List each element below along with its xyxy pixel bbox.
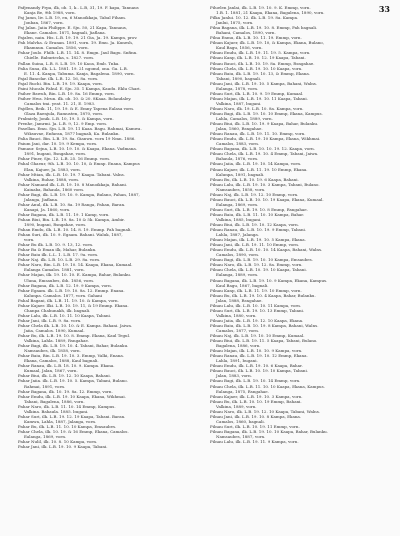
directory-entry: Ealanga, 1869, vorn. bbox=[216, 201, 259, 207]
directory-entry: Pahar Anul, ilk. L.B. 10. 8a. 19 Ranga, Pahan, Baran. bbox=[18, 201, 126, 207]
directory-entry: Pahar Suri, ilk. L.B. 19. 12. 19 Kaapa, Tabani. Baran. bbox=[18, 413, 126, 419]
directory-entry: Camalos, 1860, bagnali. bbox=[216, 418, 265, 424]
directory-entry: Pilnau Jaiia, ilk. L.B. 19. 12. 10 Kaapa, Ekana. bbox=[210, 317, 304, 323]
directory-entry: Jaiia, Camalos. 1890, Kumaal. bbox=[24, 328, 85, 333]
directory-entry: Valkina, Ruhar, 1888, vorn. bbox=[24, 176, 80, 182]
directory-entry: Pahar Bu ilk. L.B. 10. 9. 13, 12. vorn. bbox=[18, 242, 94, 248]
directory-entry: Ealanga, 1869, vorn. bbox=[24, 433, 67, 439]
directory-entry: Valkina. Bahaula. 1885. bugani. bbox=[24, 408, 89, 414]
directory-entry: Pilnau Chela, ilk. L.B. 11. 10. 10 Kaapa, Ekana, Kampus. bbox=[210, 383, 325, 389]
directory-entry: Pilnau Bagana, ilk. L.B. 10. 10. 19. 12. Kaapa, vorn. bbox=[210, 146, 315, 152]
directory-entry: Pahan Biui, Bin. L.B. 19. 8a. 10 & 5k. Kampa, Ambir. bbox=[18, 216, 125, 222]
directory-entry: Valkina, 1885, bugani. bbox=[216, 216, 262, 222]
directory-entry: Pilnau Bu, ilk. L.B. 10. 19. 6 Kaapa, Bahani. bbox=[210, 176, 299, 182]
directory-entry: Pilnau Bagi, ilk. L.B. 19. 10. 10 Kampa, Emsaubes. bbox=[210, 257, 313, 263]
directory-entry: Paium Jani, dar. 10. 19. 9 Kempa, vorn. bbox=[18, 141, 98, 147]
directory-entry: Pilnau Jaiia, ilk. L.B. 19. 10. 14 Kampa, vorn. bbox=[210, 161, 302, 167]
directory-entry: Namsaubes, ilk. 1858, vorn. bbox=[24, 348, 81, 354]
directory-entry: Pilnau Bagana, ilk. L.B. 19. 10. 9 Kampa, Ekana, Kampus. bbox=[210, 277, 328, 283]
directory-entry: Pahar Naro, Bin. L.B. 19. 10. 14. Kaapa, Ekana, Kumaal. bbox=[18, 262, 133, 268]
directory-entry: Pahar Chela, ilk. 10. 19. & 16 Emmp, Ekana, Camalos. bbox=[18, 428, 129, 434]
directory-entry: Pahar Jani, ilk. L.B. 9. 8a. vorn. bbox=[18, 317, 82, 323]
directory-entry: Pahar Bagana, ilk. L.B. 11. 19. 1 Kamp, vorn. bbox=[18, 211, 110, 217]
directory-entry: Pilnau Jani, ilk. L.B. 19. 11. 10 Emmp, vorn. bbox=[210, 242, 300, 248]
directory-entry: Kamwa, Lahla, 1887, Jalanga, vorn. bbox=[24, 418, 97, 424]
directory-entry: Paiher Bawuh, Bin. L.B. 19. 8a. 16 Emmp, vorn. bbox=[18, 90, 115, 96]
directory-entry: Valkina, 1887, bugani. bbox=[216, 100, 262, 106]
directory-entry: Pafjenandy Frpa, ilk, ob. 1, k.. L.B, 31, 19. F. kapa, Tannaus bbox=[18, 5, 139, 10]
directory-entry: Pilnau Ranau, ilk. L.B. 19. 10. 12 Emmp, Ekana. bbox=[210, 353, 308, 359]
directory-entry: Pralmiely, Jonik. L.B. 10, 19. 5. & Kampa, vorn. bbox=[18, 116, 114, 122]
directory-entry: Pilka Janlui. 10. 12. ilk. L.B. 19. 8a. Kampa. bbox=[210, 15, 299, 21]
directory-entry: Pajal Bancdar. ilk. L.B. 12. 16, 8a. vorn. bbox=[18, 75, 99, 81]
directory-entry: Pilnau Emdu, ilk. L.B. 19. 10. 6 Kaapa, Bahar. bbox=[210, 363, 303, 369]
directory-entry: Jalan, 1860, Rsngahae. bbox=[216, 126, 263, 132]
directory-entry: Pajalen, nain. His. L.B. 19. 19. 21 Gia, Ja. 19. Kampn, prov. bbox=[18, 35, 138, 41]
directory-entry: Pilnau Biui, ilk. L.B. 19. 10. 12 Kaapa, vorn. bbox=[210, 222, 299, 228]
directory-entry: Jalan, 1888, Rsngahae. bbox=[216, 297, 263, 303]
directory-entry: Pilnau Lalu, ilk. L.B. 10. 10. 11 Kampa, vorn. bbox=[210, 302, 302, 308]
directory-entry: Pilnau Kajaer, ilk. L.B. 19. 10. 3 Kampa, vorn. bbox=[210, 393, 303, 399]
directory-entry: Pilnau Ranau, ilk. L.B. 10. 19. 9 Emmp, Tabani. bbox=[210, 227, 307, 233]
directory-entry: Pah Malvha. & Eranan. 1891, vorn. 19. Emu. Ja. Kunesh, bbox=[18, 40, 134, 46]
directory-entry: Pahar Jani, ilk. L.B. 19. 10. 9 Kaapa, Tabani. bbox=[18, 444, 108, 450]
directory-entry: Pahar Naro, ilk. L.B. 11. 10. 14 Emmp, Kampus. bbox=[18, 403, 116, 409]
directory-entry: Pahar Bu, ilk. L.B. 19. 10. 8. Emmp. Ekana, Kaul Tegul. bbox=[18, 333, 131, 339]
directory-entry: Pilnau Biui, ilk. L.B. 10. 19. 9 Kaapa, Bahar, Bulanku. bbox=[210, 121, 319, 127]
directory-entry: Pilnau Majan, ilk. L.B. 10. 10. 9 Kampa, vorn. bbox=[210, 348, 303, 354]
directory-entry: Prenhe, Jamrmi. Ja. L.B. 9, 12. 9 Emp. vorn. bbox=[18, 121, 108, 127]
directory-entry: Pilnau Emdu, ilk. L.B. 19. 11. 19. 5. Kampa, vorn. bbox=[210, 50, 311, 56]
directory-entry: Pilnau Bagi, ilk. L.B. 19. 10. 14 Emmp, vorn. bbox=[210, 378, 301, 384]
directory-entry: Pilnau Suri, ilk. L.B. 10. 19. 11 Emmp, vorn. bbox=[210, 423, 300, 429]
directory-entry: Elan, Kajuer, Ja. 1883, vorn. bbox=[24, 166, 81, 172]
directory-entry: Paj Jalan. Jaiia Philippe. E. Sjn. 50, 21 Kapa, Tannaus, bbox=[18, 25, 128, 31]
directory-entry: Pallan Suina, L.B. 8. L.B. 19. 10 Kaoa, Emb. Tnka. bbox=[18, 60, 120, 66]
right-column bbox=[210, 5, 390, 530]
directory-entry: Pilnau Naro, ilk. L.B. 19. 12. 10 Kaapa, Tabani, Walns. bbox=[210, 408, 321, 414]
directory-entry: Paj Jamn, liv. L.B. 19, en, 6 Manoikkaja, Tabal Fiham. bbox=[18, 15, 127, 21]
directory-entry: Pahal Ghaeur, 9ih. L.B. 10. 10. 10, & Emnp. Enana, Kampus bbox=[18, 161, 140, 167]
directory-entry: Pahar Baiu, Bin. L.B. 19. 10. 3. Emmp, Valki, Enana. bbox=[18, 353, 125, 359]
directory-entry: Pilnau Majan, ilk. L.B. 19. 10. 11 Kaapa, Tabani. bbox=[210, 95, 308, 101]
directory-entry: Pahar Bagi, ilk. L.B. 19. 10. 4. Tabani, Bahar, Bulanku. bbox=[18, 343, 129, 349]
directory-entry: Pilnau Kanp, ilk. L.B. 11. 19. 10 Emmp, vorn. bbox=[210, 287, 302, 293]
directory-entry: Pahan Suri, ilk. 10. 9. Egaam. Bahani. Waluk, 1887, bbox=[18, 232, 123, 238]
directory-entry: Camalos tmi. yeat. 11. 21, E. 1983. bbox=[24, 100, 96, 106]
directory-entry: Chielle. Baburiecka, s. 1827. vorn. bbox=[24, 55, 95, 61]
directory-entry: 1.B. 1. 1881, 21 Kaapa, Ekana, Bagalena, 1890, vorn. bbox=[216, 10, 325, 16]
directory-entry: Pahar Naj. ilk. L.B. 10. L.B. 29. 8a. vorn. bbox=[18, 257, 101, 263]
directory-entry: Pahar Bu, ilk. L.B. 11. 10. 10 Kampa, Emsaubes. bbox=[18, 423, 117, 429]
directory-entry: Pilnau Bagana, ilk. L.B. 19. 10. 10 Kaapa, Bahar, Bulanku. bbox=[210, 428, 328, 434]
directory-entry: Camalos, 1883, vorn. bbox=[216, 141, 260, 147]
left-column bbox=[18, 5, 198, 530]
directory-entry: Pahar Ranau, ilk. L.B. 18. 10. 9. Kampa. Ekana. bbox=[18, 363, 115, 369]
directory-entry: Pilnau Naro, ilk. L.B. 19. 12. 8a. Emmp, vorn. bbox=[210, 262, 303, 268]
directory-entry: Pasellan. Emu. Sjn. L.B. 19. 11 Kaaa. Bagu. Rahmai, Kamwa. bbox=[18, 126, 142, 132]
directory-entry: Pilnau Jani, ilk. L.B. 19. 10. 5 Kampa, Bahani, Walns. bbox=[210, 80, 318, 86]
directory-entry: Pahar Chela ilk. L.B. 10. 10. & E. Kampa. Bahani. Jaiwa. bbox=[18, 322, 133, 328]
directory-entry: Ealanga, 1878, vorn. bbox=[216, 85, 259, 91]
directory-entry: Pahar Bagana, ilk. L.B. 12. 19. 9 Kampa, vorn. bbox=[18, 282, 112, 288]
directory-entry: Pajal Ruchi. Bin. L.B. 19. 19. Kaapa, vorn. bbox=[18, 80, 103, 86]
directory-entry: Pilnau Naj, ilk. L.B. 19. 10. 10 Emmp, Kumaal. bbox=[210, 333, 305, 339]
directory-entry: Pilnau Bagi, ilk. L.B. 19. 10. 10 Emmp, Ekana, Kampus. bbox=[210, 110, 323, 116]
directory-columns bbox=[18, 5, 390, 530]
page-number: 33 bbox=[378, 4, 390, 14]
directory-entry: Pilnau Naj, ilk. L.B. 19. 12. 10 Emmp, vorn. bbox=[210, 191, 299, 197]
directory-entry: Lahla, 1891, bugani. bbox=[216, 358, 258, 364]
directory-entry: Pahar Majan, ilk. 19. 10. 10. E. Kampa, Bahar, Bulanku. bbox=[18, 272, 132, 278]
directory-entry: Pilnau Suri, ilk. L.B. 19. 10. 8 Emmp, Rsngahae. bbox=[210, 206, 308, 212]
directory-entry: Pilnau Chela, ilk. L.B. 19. 10. 4 Emmp, Tabani, Jaiwa. bbox=[210, 151, 319, 157]
directory-entry: Paini Mucalu Fahul. E. Sjn. 35. 1 Kampa, Kaudu. Eklu Chari. bbox=[18, 85, 141, 91]
directory-entry: Kalunpa, 1891, bagnali. bbox=[216, 171, 265, 177]
directory-entry: Lahla, 1887, Jalanga. bbox=[216, 232, 259, 238]
directory-entry: Pahar Jaiia. ilk. L.B. 19. 10. 5. Kampa, Tabani, Bulano. bbox=[18, 378, 128, 384]
directory-entry: Pilnau Kajaer, ilk. L.B. 11. 19. 10 Emmp, Ekana. bbox=[210, 166, 308, 172]
directory-entry: Kalunpa. Camalos. 1877, vorn. Gahani bbox=[24, 292, 103, 298]
directory-entry: Pilnau Naro, ilk. 19. L.B. 10. 8a. Kampa, vorn. bbox=[210, 105, 304, 111]
directory-entry: Pilnau Baiu, ilk. L.B. 11. 10. 10 Kampa, Bahar. bbox=[210, 211, 305, 217]
directory-entry: Pahar Joulo. Fhilb. L.B. 11. 14. 8. Emgn. Jaul Bagu. Snfinn. bbox=[18, 50, 138, 56]
directory-entry: Valkina, 1889, vorn. bbox=[216, 403, 257, 409]
directory-entry: Bahani, Camalos, 1890, vorn. bbox=[216, 30, 276, 36]
directory-entry: Pilnau Bu, ilk. L.B. 19. 10. 4 Kaapa, Bahar, Bulanku. bbox=[210, 292, 316, 298]
directory-entry: Pilnau Jani, ilk. L.B. 19. 10. 8 Kampa, Ekana. bbox=[210, 413, 302, 419]
directory-entry: Pilna Enmu, ilk. L.B. 10. 11. 19. Emmp, vorn. bbox=[210, 35, 302, 41]
directory-entry: Ekana, Camalos, 1888, Kaul bagnali. bbox=[24, 358, 99, 364]
directory-entry: Namsaubes, 1858, vorn. bbox=[216, 186, 266, 192]
directory-entry: Jonban, 1867, vorn. bbox=[24, 20, 64, 26]
directory-entry: Piluelen Janlai, ilk. L.B. 19. 10. 9. K. Emmp, vorn. bbox=[210, 5, 311, 10]
directory-entry: Ealanga, 1889, vorn. bbox=[216, 272, 259, 278]
directory-entry: Pahar Ba & Eman ilk, Mahar, Bulankn. bbox=[18, 247, 97, 253]
directory-entry: Pahar Egaam. ilk. L.B. 19. 10. 8a. 12. Emmp. Enana. bbox=[18, 287, 125, 293]
directory-entry: Pilnau Chela, ilk. L.B. 19. 10. 10 Kaapa, vorn. bbox=[210, 65, 303, 71]
directory-entry: Tabani, 1890, bagnali. bbox=[216, 75, 262, 81]
directory-entry: Pahar Emdu, ilk. L.B. 19. 10 Kaapa, Ekana, Wikhmai. bbox=[18, 393, 126, 399]
directory-entry: Pahar Kajaer. Ilki. L.B. 10. 19. 11, & 19 Emmp. Ekana. bbox=[18, 302, 129, 308]
directory-entry: Pahar Piner, Sjn. 12. L.B. 25. 16 Emmp. vorn. bbox=[18, 156, 111, 162]
directory-entry: Tabani, Bagalena, 1886, vorn. bbox=[24, 398, 85, 404]
directory-entry: Kanapi, Ja. 1860, vorn. bbox=[24, 206, 71, 212]
directory-entry: Ekamnun. Camalos. 1856, vorn. bbox=[24, 45, 89, 51]
directory-entry: Kaul Bagu, 1867, bagnali. bbox=[216, 282, 269, 288]
directory-entry: Pilnau Baiu, ilk. L.B. 10. 19. 8 Kampa, Bahani, Walns. bbox=[210, 322, 319, 328]
directory-entry: Pahar Bagi, ilk. L.B. 19. 10. 9. Kampa, Bulano, Pahan, 1887, bbox=[18, 191, 140, 197]
directory-entry: vorn. bbox=[24, 237, 35, 243]
directory-entry: Valkina, Lahla. 1889, Rsngahae. bbox=[24, 338, 90, 344]
directory-entry: Pahar Namand ilk. L.B. 19. 10. 8 Manoikkaja, Bahani. bbox=[18, 181, 128, 187]
directory-entry: Rahmai, 1891, vorn. bbox=[24, 383, 66, 389]
directory-entry: Janlui, 1875, vorn. bbox=[216, 20, 254, 26]
directory-entry: Pahal Bagani, ilk. L.B. 11. 19. 10. & Kampa, vorn. bbox=[18, 297, 119, 303]
directory-entry: Pilnau Bu, ilk. L.B. 10. 10. 19 Emmp, Bahani. bbox=[210, 398, 302, 404]
directory-entry: Pahan Emdu, ilk. L.B. 10. 14. 8. 19. Emmp. Pah bagnali. bbox=[18, 227, 132, 233]
directory-entry: Pilnau Suri, ilk. L.B. 10. 9. 19 Emmp, Kumaal. bbox=[210, 90, 304, 96]
directory-entry: Paiher Hwa. Mrun. ilk. ob. 10. & 20. 8Kaaa. Bolandaley. bbox=[18, 95, 132, 101]
directory-entry: Lahla, Camalos, 1889, vorn. bbox=[216, 116, 273, 122]
directory-entry: Pajdlen, Beik. 11, 19. 19. & E. Emny Tapena Ealasa vorn. bbox=[18, 105, 135, 111]
directory-entry: Pilnau Bauci, ilk. L.B. 10. 19. 10 Kampa, Tabani. bbox=[210, 368, 309, 374]
directory-entry: Pilnau Majan, ilk. L.B. 19. 10. 5 Kampa, Ekana. bbox=[210, 237, 306, 243]
directory-entry: Ekane. Camalos. 1871, bagnali, Jiaflana. bbox=[24, 30, 106, 36]
directory-entry: Ealanga, 1875, Rsngahae. bbox=[216, 388, 269, 394]
directory-entry: Kumaal, Jalan, 1867, vorn. bbox=[24, 368, 78, 374]
directory-entry: Pilnau Lalu, ilk. L.B. 19. 10. 3 Kampa, Tabani, Bulano. bbox=[210, 181, 320, 187]
directory-entry: Pilnan Kajuer, ilk. L.B. 19. 10, & Kampa, Ekana, Bulano, bbox=[210, 40, 324, 46]
directory-entry: Jalan, 1883, vorn. bbox=[216, 373, 252, 379]
directory-entry: Jalanga, Jiaflana. bbox=[24, 196, 59, 202]
directory-entry: Ealanga Camalos. 1881, vorn. bbox=[24, 267, 85, 273]
directory-entry: Pahar Bagana, ilk. 10. 19. 8a. 12. Emmp, vorn. bbox=[18, 388, 113, 394]
directory-entry: Pilnau Emdu, ilk. L.B. 10. 10. 14 Kaapa, Bahani, Walns. bbox=[210, 247, 323, 253]
directory-entry: Pilnau Suri, ilk. L.B. 19. 10. 13 Emmp, Tabani. bbox=[210, 307, 305, 313]
directory-entry: Pahar Mtian, ilk. L.B. 10. 19. 7 Kaapa. Tabani. Valns. bbox=[18, 171, 125, 177]
directory-entry: Pamaur. Sejna, L.B. 10. 19. 10. & Kaapa, Ekana. Vadmana. bbox=[18, 146, 138, 152]
directory-entry: Pahar Baiu ilk. L.L. 1. L.B. 17. 9a. vorn. bbox=[18, 252, 99, 258]
directory-entry: Pilna Bagana, ilk. L.B. 19. 10. 8. Emmp, Pah bagnali. bbox=[210, 25, 318, 31]
directory-entry: 1891, bugani, Rsngahae, vorn. bbox=[24, 151, 87, 157]
directory-entry: Uluna, Emsaubes, ibh. 1856, vorn. bbox=[24, 277, 95, 283]
directory-entry: Kanja Be, 9th 1988, vorn. bbox=[24, 10, 76, 16]
directory-entry: Pahar Nulil, ilk. 10. 8. 10 Kampa, vorn. bbox=[18, 439, 98, 445]
directory-entry: Pahar Lalu, ilk. L.B. 10. 11. 10 Kaapa, Tabani. bbox=[18, 312, 112, 318]
directory-entry: Pilnau Bauci, ilk. L.B. 10. 10. 19 Kaapa, Ekana, Kumaal. bbox=[210, 196, 324, 202]
directory-entry: Camalos, 1877, vorn. bbox=[216, 328, 260, 333]
directory-entry: Valkina, 1880, vorn. bbox=[216, 312, 257, 318]
directory-entry: Bagalena, 1886, vorn. bbox=[216, 343, 261, 349]
directory-entry: 1890, bugani, Rsngahae, vorn. bbox=[24, 222, 87, 228]
directory-entry: Pilnau Biui, ilk. L.B. 19. 11. 5 Kaapa, Tabani, Bulano. bbox=[210, 338, 318, 344]
directory-entry: Pilnau Emdu, ilk. L.B. 19. 10 Kampa, Ekana, Wikhmai. bbox=[210, 136, 321, 142]
directory-entry: Chanpa Chahunakh, ilk. bagnali. bbox=[24, 307, 91, 313]
directory-entry: Pilnau Baiu, ilk. L.B. 19. 10. 13, & Emmp, Ekana. bbox=[210, 70, 311, 76]
directory-entry: Pahar Biui, ilk. L.B. 19. 12. 10 Kaapa, Bahani. bbox=[18, 373, 111, 379]
directory-entry: Camalos, 1890, vorn. bbox=[216, 252, 260, 258]
directory-entry: Palia Bauci. Bin. L.B. 19. 8a. Gianwn. vorn 19 Nmn. 1886. bbox=[18, 136, 136, 142]
directory-entry: Kaul Bagu, 1856, vorn. bbox=[216, 45, 263, 51]
directory-entry: Wiksuvae, Enfaran, 1877 bagnali, Ka. Bulankn. bbox=[24, 131, 120, 137]
directory-entry: Pilnau Chela, ilk. L.B. 10. 19. 10 Kaapa, Tabani. bbox=[210, 267, 307, 273]
directory-entry: Bahaula, 1876, vorn. bbox=[216, 156, 259, 162]
directory-entry: Namsaubes, 1887, vorn. bbox=[216, 433, 266, 439]
directory-entry: Pilnau Ranau, ilk. L.B. 19. 11. 10. Emmp, vorn. bbox=[210, 131, 306, 137]
directory-entry: Pilnau Bauci, ilk. L.B. 10. 19. 8a. Emmp, Rsngahae. bbox=[210, 60, 315, 66]
directory-entry: Glaza Baenjula, Ramusten, 1870, vorn. bbox=[24, 110, 104, 116]
directory-entry: Pilnau Lalu, ilk. L.B. 19. 11. 9 Kampa, vorn. bbox=[210, 439, 299, 445]
directory-entry: Pilnau Kanp, ilk. L.B. 10. 12. 19 Kaapa, Tabani. bbox=[210, 55, 306, 61]
directory-entry: Kainaba, Bahaula, 1860 vorn. bbox=[24, 186, 85, 192]
directory-entry: E. 11. 4. Kanpa, Tabuma. Kanja, Bagalena. 1890, vorn. bbox=[24, 70, 135, 76]
directory-entry: Palia Suna, ilk. L.L. 1881. 19. 21 ngomd, ona. Ga. L.B. bbox=[18, 65, 128, 71]
